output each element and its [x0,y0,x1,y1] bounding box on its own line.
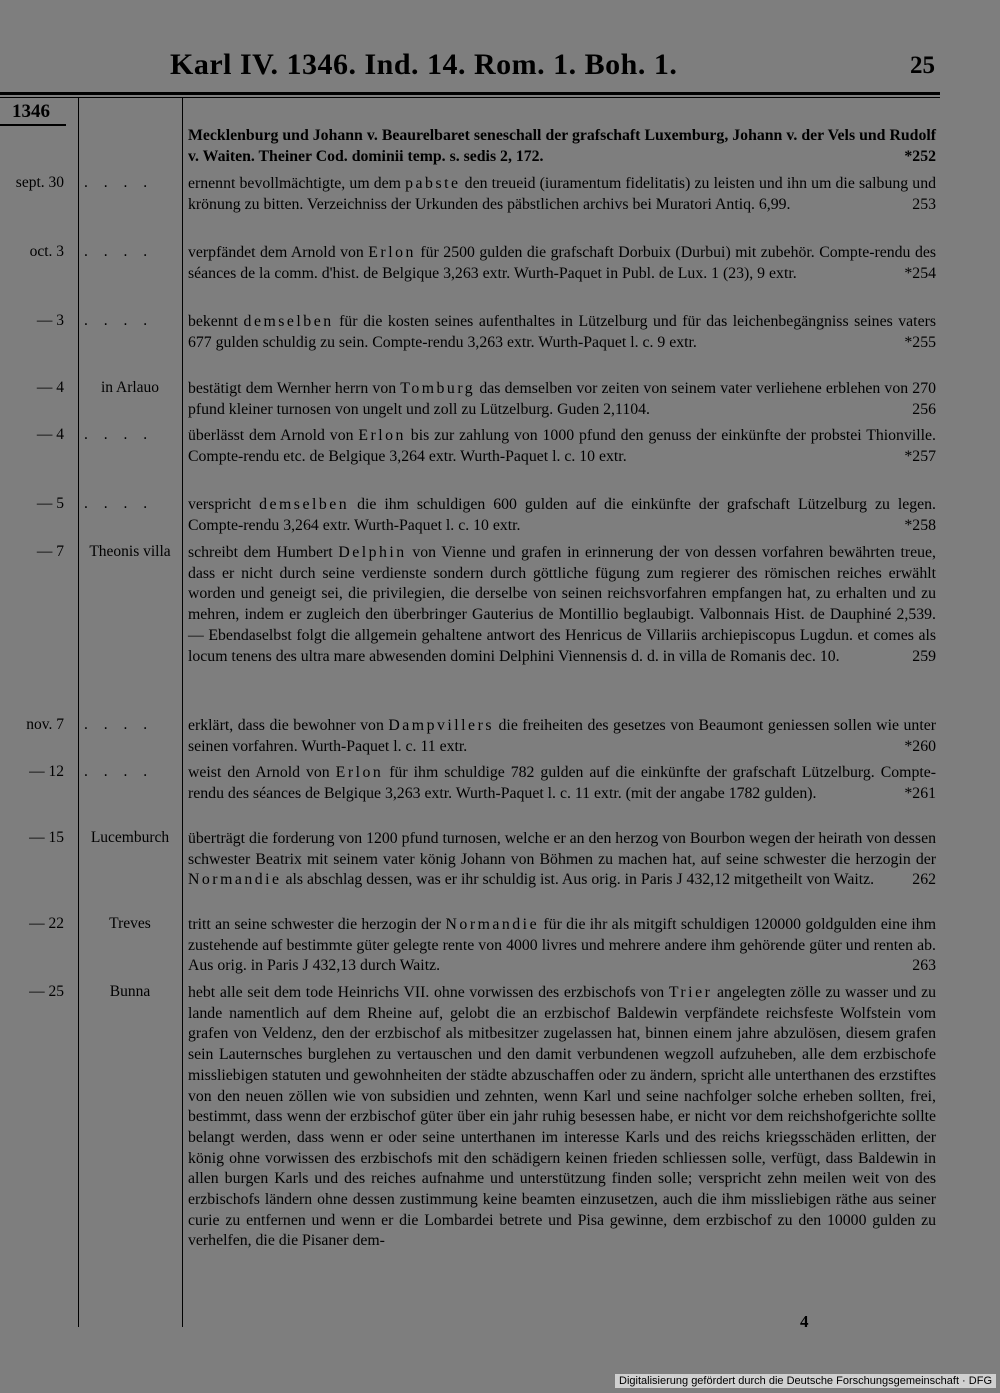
entry-place: . . . . [84,763,154,780]
entry-text-rest: als abschlag dessen, was er ihr schuldig ist. Aus orig. in Paris J 432,12 mitgetheilt von Waitz. [281,871,875,889]
entry-name-spaced: Normandie [188,871,282,889]
entry-text-start: ernennt bevollmächtigte, um dem [188,175,406,192]
entry-date: — 22 [29,915,64,932]
entry-text-rest: die ihm schuldigen 600 gulden auf die einkünfte der grafschaft Lützelburg zu legen. Compte-rendu 3,264 extr. Wurth-Paquet l. c. 10 extr. [188,496,936,534]
header-rule-thin [0,97,940,98]
entry-place: Lucemburch [90,829,170,846]
entry-date: — 4 [36,379,64,396]
entry-number: *261 [904,784,936,802]
entry-number: *255 [904,333,936,351]
entry-text-rest: bis zur zahlung von 1000 pfund den genuss der einkünfte der probstei Thionville. Compte-rendu etc. de Belgique 3,264 extr. Wurth-Paquet l. c. 10 extr. [188,427,936,465]
entry-text [188,983,936,1252]
entry-text-rest: das demselben vor zeiten von seinem vater verliehene erblehen von 270 pfund kleiner turnosen von ungelt und zoll zu Lützelburg. Guden 2,1104. [188,380,936,418]
entry-name-spaced: demselben [243,313,334,330]
entry-name-spaced: Erlon [358,427,406,444]
entry-text-start: bestätigt dem Wernher herrn von [188,380,401,397]
entry-text-rest: angelegten zölle zu wasser und zu lande namentlich auf dem Rheine auf, gelobt die an erzbischof Baldewin verpfändete reichsfeste Wolfstein vom grafen von Veldenz, den der erzbischof als mitbesitzer zugelassen hat, binnen einem jahre abzulösen, diesem grafen sein Lauternsches burglehen zu vertauschen und den damit verbundenen wegzoll aufzuheben, alle dem erzbischofe missliebigen statuten und gewohnheiten der städte abzuschaffen oder zu ändern, spricht alle unterthanen des erzstiftes von den neuen zöllen wie von subsidien und zehnten, wenn Karl und seine nachfolger solche erheben sollten, frei, bestimmt, dass wenn der erzbischof güter über ein jahr ruhig besessen habe, er nicht vor dem reichshofgerichte sollte belangt werden, dass wenn er oder seine unterthanen im interesse Karls und des reichs kriegsschäden erlitten, der könig ohne vorwissen des erzbischofs mit den schädigern keinen frieden schliessen solle, verfügt, dass Baldewin in allen burgen Karls und des reiches aufnahme und unterstützung finden solle; verspricht zehn meilen weit von des erzbischofs ländern ohne dessen zustimmung keine beamten einzusetzen, auch die ihm missliebigen räthe aus seiner curie zu entfernen und wenn er die Lombardei betrete und Pisa gewinne, dem erzbischof zu den 10000 gulden zu verhelfen, die die Pisaner dem- [188,984,936,1250]
entry-text [188,126,936,167]
entry-name-spaced: Normandie [445,916,540,933]
entry-date: — 7 [36,543,64,560]
entry-date: — 3 [36,312,64,329]
header-rule [0,92,940,95]
column-divider-left [78,97,79,1327]
entry-text-rest: für ihm schuldige 782 gulden auf die einkünfte der grafschaft Lützelburg. Compte-rendu des séances de Belgique 3,263 extr. Wurth-Paquet l. c. 11 extr. (mit der angabe 1782 gulden). [188,764,936,802]
entry-text-rest: von Vienne und grafen in erinnerung der von dessen vorfahren bewährten treue, dass er nicht durch seine verdienste sondern durch göttliche fügung zum regierer des römischen reiches erwählt worden und geneigt sei, die privilegien, die derselbe von seinen reichsvorfahren empfangen hat, zu erhalten und zu mehren, indem er zugleich den überbringer Gauterius de Montillio beglaubigt. Valbonnais Hist. de Dauphiné 2,539. — Ebendaselbst folgt die allgemein gehaltene antwort des Henricus de Villariis archiepiscopus Lugdun. et comes als locum tenens des ultra mare abwesenden domini Delphini Viennensis d. d. in villa de Romanis dec. 10. [188,544,936,665]
entry-text-rest: den treueid (iuramentum fidelitatis) zu leisten und ihn um die salbung und krönung zu bitten. Verzeichniss der Urkunden des päbstlichen archivs bei Muratori Antiq. 6,99. [188,175,936,213]
entry-text [188,174,936,215]
entry-text [188,763,936,804]
year-label: 1346 [12,101,50,122]
entry-date: — 5 [36,495,64,512]
page-number: 25 [910,52,935,79]
entry-name-spaced: Dampvillers [388,717,494,734]
entry-place: Theonis villa [89,543,171,560]
entry-text-start: bekennt [188,313,244,330]
entry-text [188,426,936,467]
entry-date: — 12 [29,763,64,780]
entry-text-start: überlässt dem Arnold von [188,427,359,444]
entry-number: *257 [904,447,936,465]
entry-number: 263 [912,957,936,975]
entry-text [188,915,936,977]
entry-text-start: verspricht [188,496,260,513]
entry-place: Treves [109,915,151,932]
entry-text-start: tritt an seine schwester die herzogin der [188,916,446,933]
entry-number: 259 [912,647,936,665]
entry-text-start: schreibt dem Humbert [188,544,339,561]
entry-name-spaced: Erlon [368,244,416,261]
dfg-footer: Digitalisierung gefördert durch die Deutsche Forschungsgemeinschaft · DFG [615,1374,996,1388]
entry-place: . . . . [84,495,154,512]
page-header-title: Karl IV. 1346. Ind. 14. Rom. 1. Boh. 1. [170,48,678,81]
entry-text-start: hebt alle seit dem tode Heinrichs VII. ohne vorwissen des erzbischofs von [188,984,669,1001]
entry-text-rest: für die kosten seines aufenthaltes in Lützelburg und für das leichenbegängniss seines vaters 677 gulden schuldig zu sein. Compte-rendu 3,263 extr. Wurth-Paquet l. c. 9 extr. [188,313,936,351]
entry-text-start: weist den Arnold von [188,764,336,781]
entry-place: . . . . [84,174,154,191]
entry-number: 253 [912,195,936,213]
entry-date: nov. 7 [26,716,64,733]
column-divider-right [182,97,183,1327]
entry-name-spaced: Delphin [338,544,407,561]
entry-text [188,543,936,667]
entry-text-rest: für 2500 gulden die grafschaft Dorbuix (Durbui) mit zubehör. Compte-rendu des séances de la comm. d'hist. de Belgique 3,263 extr. Wurth-Paquet in Publ. de Lux. 1 (23), 9 extr. [188,244,936,282]
entry-number: 262 [912,871,936,889]
entry-text-rest: Mecklenburg und Johann v. Beaurelbaret seneschall der grafschaft Luxemburg, Johann v. der Vels und Rudolf v. Waiten. Theiner Cod. dominii temp. s. sedis 2, 172. [188,127,936,165]
entry-name-spaced: Tomburg [400,380,476,397]
entry-text-start: verpfändet dem Arnold von [188,244,369,261]
entry-text [188,829,936,891]
entry-date: — 15 [29,829,64,846]
entry-number: *252 [904,147,936,165]
entry-date: oct. 3 [29,243,64,260]
entry-number: 256 [912,400,936,418]
entry-text [188,243,936,284]
entry-place: . . . . [84,426,154,443]
year-rule [0,124,66,126]
entry-date: — 4 [36,426,64,443]
entry-text [188,716,936,757]
entry-place: . . . . [84,312,154,329]
entry-number: *258 [904,516,936,534]
entry-date: sept. 30 [15,174,64,191]
entry-name-spaced: demselben [259,496,350,513]
entry-name-spaced: Erlon [335,764,384,781]
signature-mark: 4 [800,1312,809,1331]
entry-place: . . . . [84,243,154,260]
entry-text [188,312,936,353]
entry-text [188,495,936,536]
entry-text-rest: die freiheiten des gesetzes von Beaumont geniessen sollen wie unter seinen vorfahren. Wurth-Paquet l. c. 11 extr. [188,717,936,755]
entry-text-start: erklärt, dass die bewohner von [188,717,389,734]
entry-name-spaced: Trier [668,984,713,1001]
entry-name-spaced: pabste [405,175,461,192]
entry-number: *260 [904,737,936,755]
entry-date: — 25 [29,983,64,1000]
entry-place: . . . . [84,716,154,733]
entry-text-start: überträgt die forderung von 1200 pfund turnosen, welche er an den herzog von Bourbon wegen der heirath von dessen schwester Beatrix mit seinem vater könig Johann von Böhmen zu machen hat, auf seine schwester die herzogin der [188,830,936,868]
entry-place: Bunna [109,983,151,1000]
entry-text [188,379,936,420]
entry-text-rest: für die ihr als mitgift schuldigen 120000 goldgulden eine ihm zustehende auf bestimmte güter gelegte rente von 4000 livres und mehrere andere ihm gehörende güter und renten ab. Aus orig. in Paris J 432,13 durch Waitz. [188,916,936,975]
entry-place: in Arlauo [100,379,160,396]
entry-number: *254 [904,264,936,282]
